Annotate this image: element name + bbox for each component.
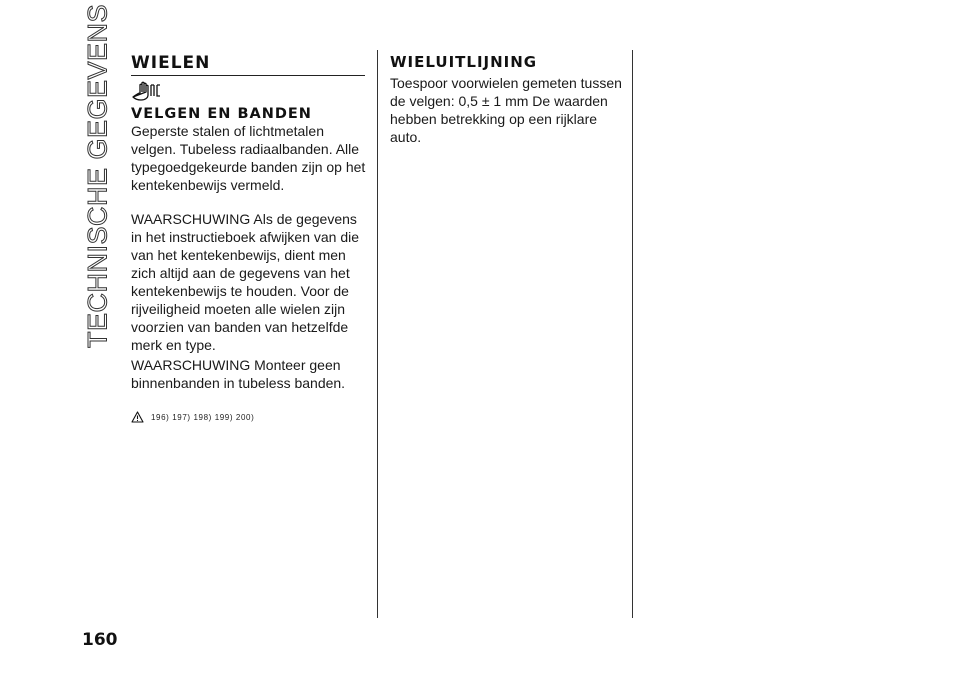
column-divider-left xyxy=(377,50,378,618)
column-divider-right xyxy=(632,50,633,618)
paragraph-velgen-description: Geperste stalen of lichtmetalen velgen. Tubeless radiaalbanden. Alle typegoedgekeurde banden zijn op het kentekenbewijs vermeld. xyxy=(131,123,366,193)
warning-triangle-icon xyxy=(131,411,144,423)
page-number: 160 xyxy=(82,630,118,650)
paragraph-warning-documents: WAARSCHUWING Als de gegevens in het instructieboek afwijken van die van het kentekenbewijs, dient men zich altijd aan de gegevens van het kentekenbewijs te houden. Voor de rijveiligheid moeten alle wielen zijn voorzien van banden van hetzelfde merk en type. xyxy=(131,211,360,353)
subsection-title-velgen: VELGEN EN BANDEN xyxy=(131,106,312,122)
paragraph-wheel-alignment: Toespoor voorwielen gemeten tussen de velgen: 0,5 ± 1 mm De waarden hebben betrekking op een rijklare auto. xyxy=(390,75,622,145)
side-section-title-text: TECHNISCHE GEGEVENS xyxy=(82,3,113,349)
section-divider xyxy=(131,75,365,76)
side-section-title xyxy=(80,3,116,349)
warning-reference-numbers: 196) 197) 198) 199) 200) xyxy=(151,412,255,422)
paragraph-warning-inner-tubes: WAARSCHUWING Monteer geen binnenbanden in tubeless banden. xyxy=(131,357,346,391)
hand-reference-icon xyxy=(131,80,163,102)
section-title-wielen: WIELEN xyxy=(131,53,211,73)
warning-references xyxy=(131,410,254,424)
section-title-wieluitlijning: WIELUITLIJNING xyxy=(390,53,538,71)
